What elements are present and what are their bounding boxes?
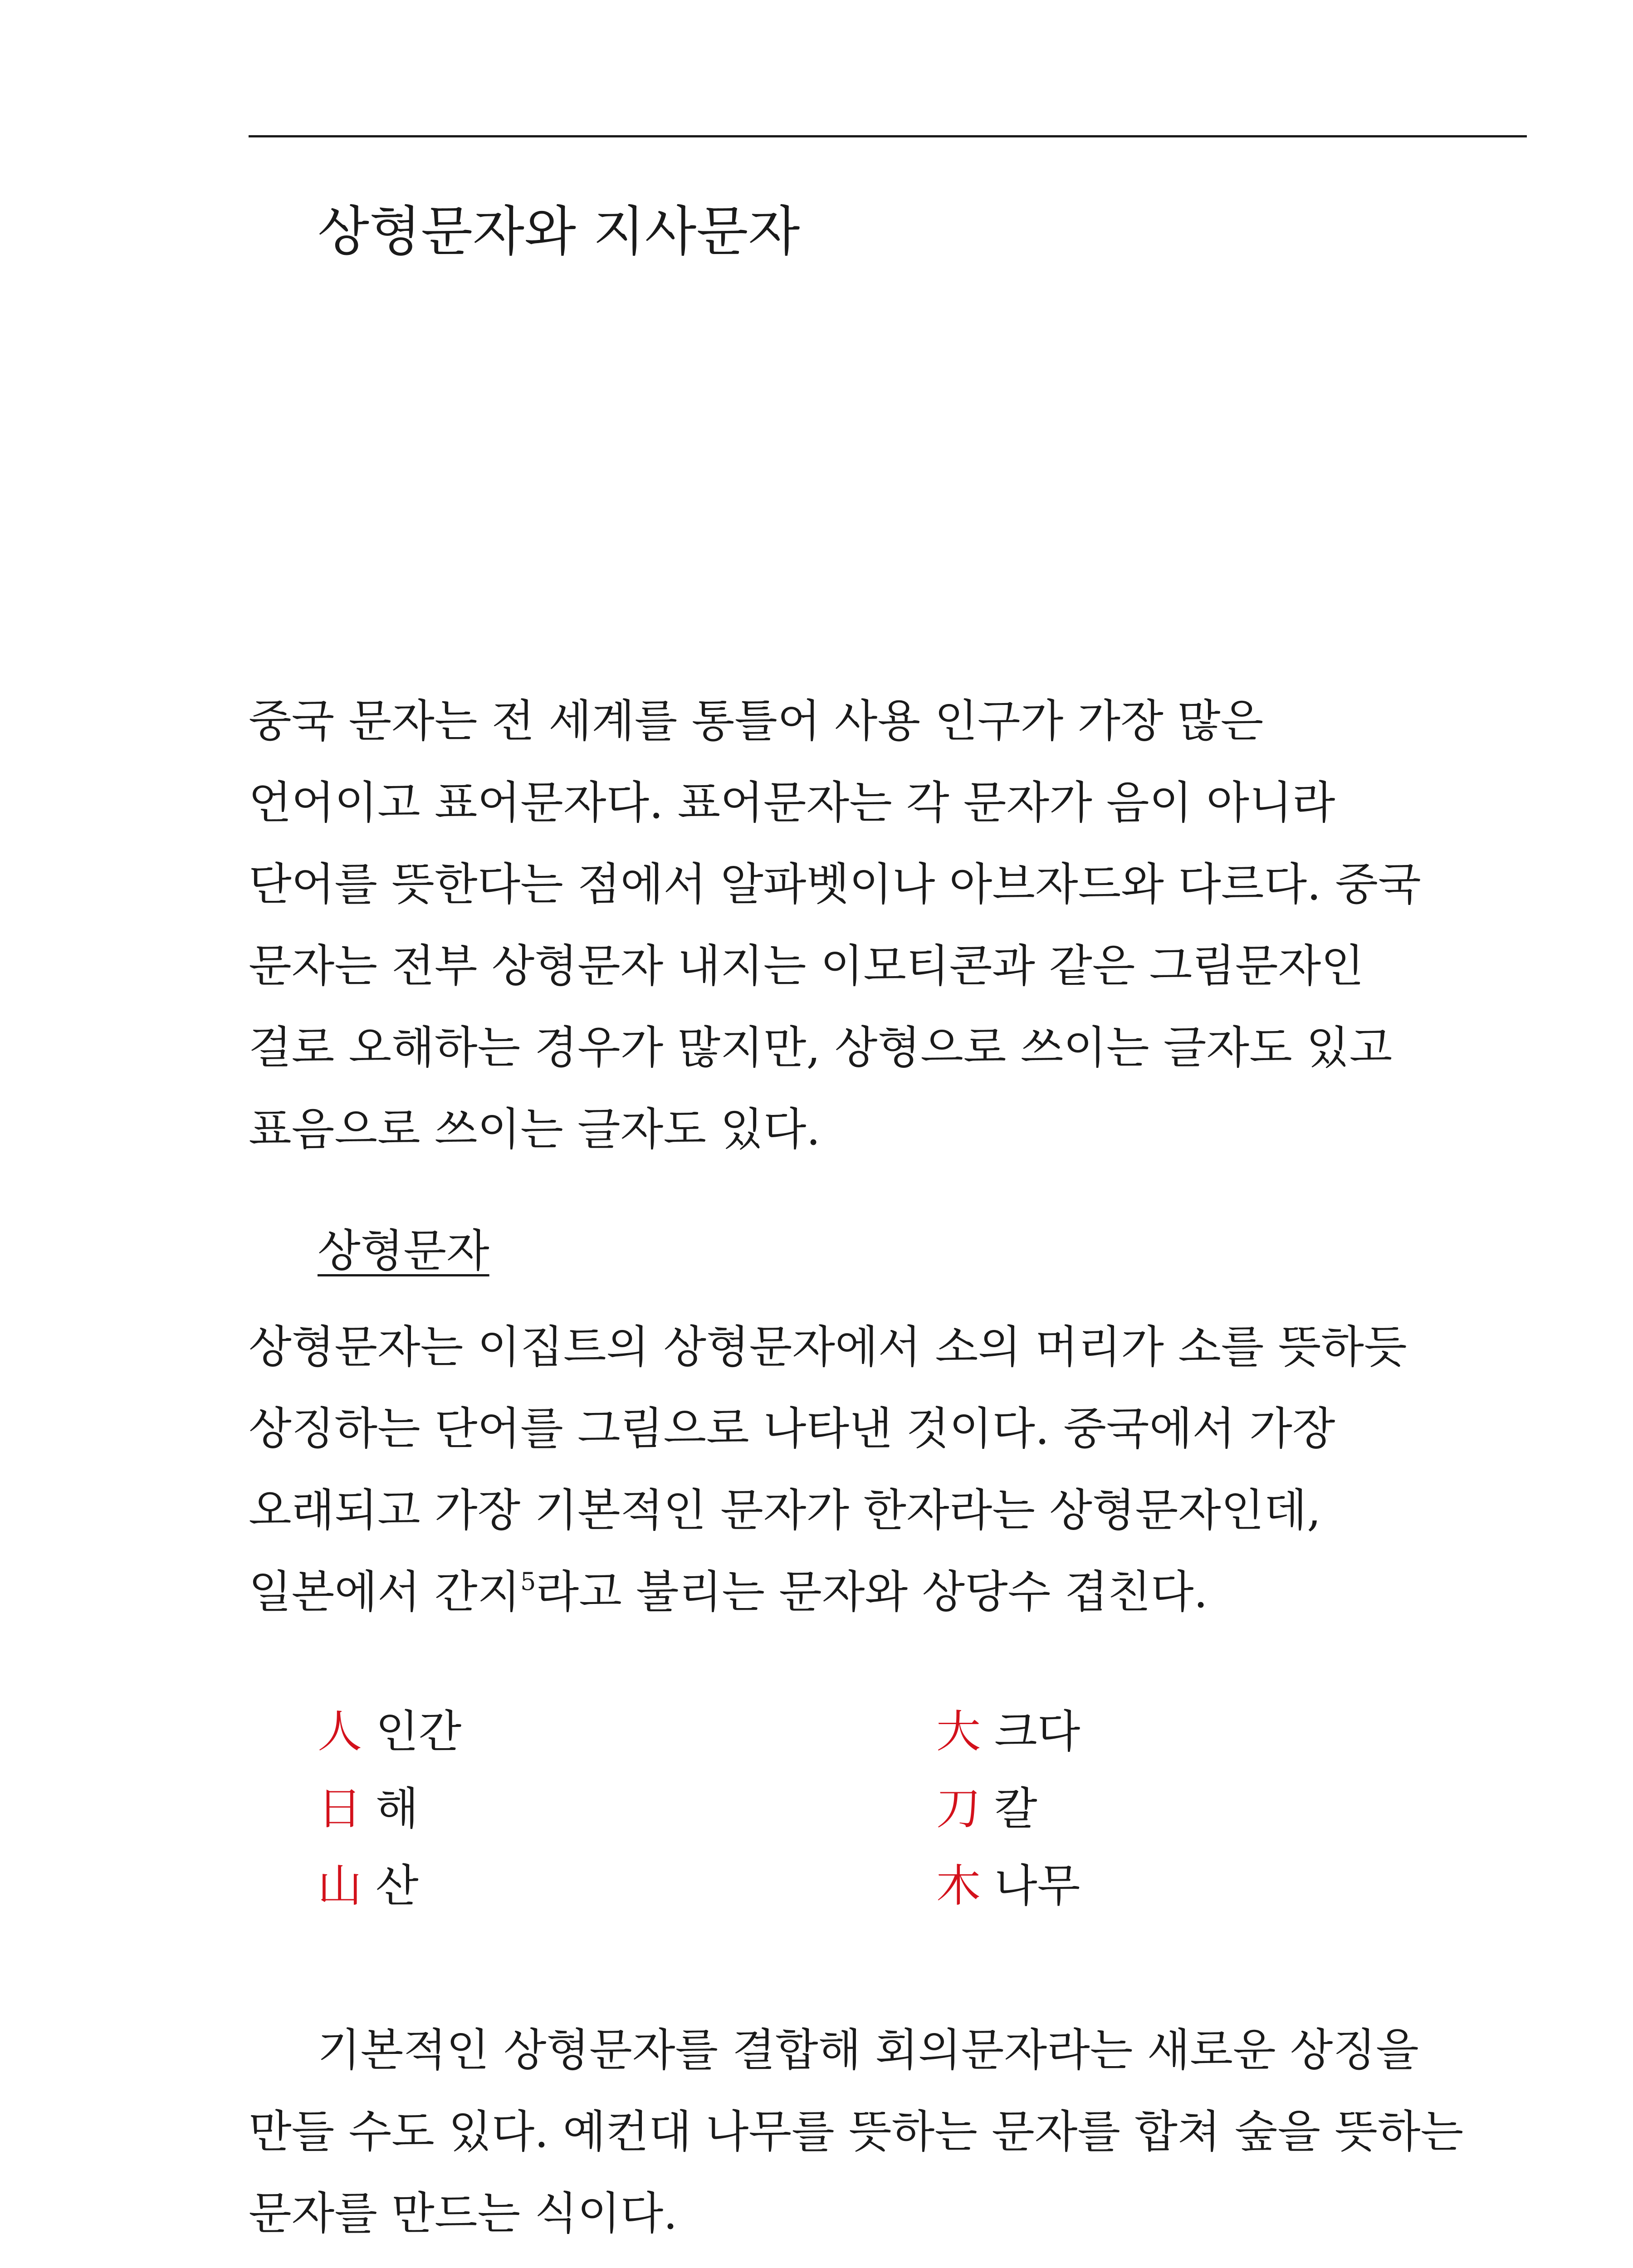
- character-meaning: 크다: [994, 1706, 1081, 1758]
- character-meaning: 칼: [994, 1783, 1037, 1835]
- character-item: [936, 1706, 1080, 1759]
- text-line: 문자를 만드는 식이다.: [249, 2188, 678, 2239]
- character-item: [936, 1783, 1037, 1836]
- text-line: 중국 문자는 전 세계를 통틀어 사용 인구가 가장 많은: [249, 695, 1264, 747]
- hanja-character: 人: [318, 1706, 362, 1758]
- text-line: 표음으로 쓰이는 글자도 있다.: [249, 1104, 821, 1155]
- pictograph-examples: [318, 1706, 1452, 1978]
- text-line: 걸로 오해하는 경우가 많지만, 상형으로 쓰이는 글자도 있고: [249, 1022, 1393, 1074]
- text-line: 문자는 전부 상형문자 내지는 이모티콘과 같은 그림문자인: [249, 940, 1364, 992]
- hanja-character: 日: [318, 1783, 362, 1835]
- text-line: 언어이고 표어문자다. 표어문자는 각 문자가 음이 아니라: [249, 777, 1335, 829]
- text-line: 단어를 뜻한다는 점에서 알파벳이나 아브자드와 다르다. 중국: [249, 859, 1421, 910]
- text-line: 만들 수도 있다. 예컨대 나무를 뜻하는 문자를 합쳐 숲을 뜻하는: [249, 2106, 1464, 2158]
- text-line: 오래되고 가장 기본적인 문자가 한자라는 상형문자인데,: [249, 1485, 1321, 1536]
- pictograph-paragraph: [249, 1306, 1532, 1633]
- character-item: [318, 1706, 461, 1759]
- footnote-mark: 5: [520, 1567, 536, 1596]
- text-line: 상징하는 단어를 그림으로 나타낸 것이다. 중국에서 가장: [249, 1403, 1335, 1455]
- top-rule: [249, 135, 1527, 137]
- character-item: [318, 1783, 419, 1836]
- pictograph-subheading: 상형문자: [318, 1225, 489, 1277]
- compound-paragraph: [249, 2009, 1532, 2254]
- character-meaning: 산: [376, 1860, 419, 1912]
- text-fragment: 일본에서 간지: [249, 1566, 521, 1618]
- character-item: [936, 1860, 1080, 1913]
- text-line: 기본적인 상형문자를 결합해 회의문자라는 새로운 상징을: [318, 2024, 1419, 2076]
- character-meaning: 인간: [376, 1706, 462, 1758]
- hanja-character: 木: [936, 1860, 981, 1912]
- text-line: [249, 1551, 1532, 1633]
- character-meaning: 해: [376, 1783, 419, 1835]
- hanja-character: 刀: [936, 1783, 981, 1835]
- character-meaning: 나무: [994, 1860, 1081, 1912]
- page-title: 상형문자와 지사문자: [318, 200, 800, 263]
- text-line: 상형문자는 이집트의 상형문자에서 소의 머리가 소를 뜻하듯: [249, 1321, 1407, 1373]
- hanja-character: 大: [936, 1706, 981, 1758]
- character-item: [318, 1860, 419, 1913]
- hanja-character: 山: [318, 1860, 362, 1912]
- text-fragment: 라고 불리는 문자와 상당수 겹친다.: [536, 1566, 1208, 1618]
- intro-paragraph: [249, 680, 1532, 1170]
